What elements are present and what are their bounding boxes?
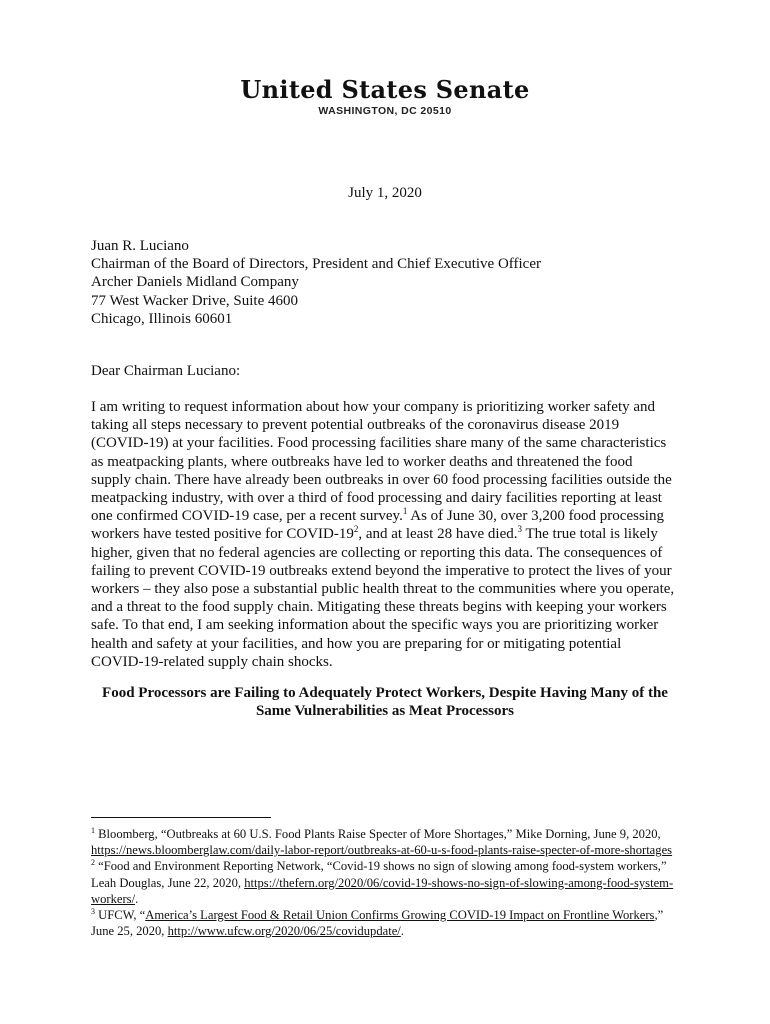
footnote-text: . bbox=[135, 891, 139, 906]
recipient-name: Juan R. Luciano bbox=[91, 238, 189, 254]
letterhead-title: United States Senate bbox=[240, 75, 530, 104]
body-paragraph bbox=[91, 398, 691, 671]
section-heading-line: Food Processors are Failing to Adequately Protect Workers, Despite Having Many of the bbox=[102, 685, 668, 701]
footnote-ref-1[interactable]: 1 bbox=[402, 506, 408, 517]
body-text: The true total is likely bbox=[521, 526, 658, 543]
body-line: higher, given that no federal agencies are collecting or reporting this data. The consequences of bbox=[91, 544, 663, 561]
footnote-text: Leah Douglas, June 22, 2020, bbox=[91, 875, 245, 890]
body-line: I am writing to request information about how your company is prioritizing worker safety and bbox=[91, 399, 656, 415]
body-text: one confirmed COVID-19 case, per a recent survey. bbox=[91, 508, 403, 525]
recipient-address bbox=[91, 237, 541, 328]
letterhead-subtitle: WASHINGTON, DC 20510 bbox=[318, 105, 452, 117]
body-text: As of June 30, over 3,200 food processing bbox=[407, 508, 664, 525]
body-line: (COVID-19) at your facilities. Food processing facilities share many of the same characteristics bbox=[91, 435, 667, 452]
recipient-city: Chicago, Illinois 60601 bbox=[91, 310, 233, 327]
recipient-street: 77 West Wacker Drive, Suite 4600 bbox=[91, 292, 298, 309]
body-line bbox=[91, 525, 691, 543]
footnote-2-link[interactable]: https://thefern.org/2020/06/covid-19-shows-no-sign-of-slowing-among-food-system- bbox=[244, 875, 674, 890]
footnotes bbox=[91, 826, 691, 939]
footnote-number: 1 bbox=[91, 826, 95, 835]
footnote-3-link[interactable]: http://www.ufcw.org/2020/06/25/covidupdate/ bbox=[167, 924, 401, 939]
letter-date: July 1, 2020 bbox=[348, 185, 422, 201]
footnote-number: 3 bbox=[91, 907, 95, 917]
letterhead bbox=[0, 76, 770, 118]
footnote-text: ,” bbox=[654, 908, 664, 923]
body-line: supply chain. There have already been outbreaks in over 60 food processing facilities outside the bbox=[91, 471, 672, 488]
body-text: workers have tested positive for COVID-19 bbox=[91, 526, 354, 543]
footnote-divider bbox=[91, 817, 271, 818]
body-line: failing to prevent COVID-19 outbreaks extend beyond the imperative to protect the lives of your bbox=[91, 562, 672, 579]
footnote-text: “Food and Environment Reporting Network, “Covid-19 shows no sign of slowing among food-system workers,” bbox=[95, 859, 667, 874]
body-text: , and at least 28 have died. bbox=[358, 526, 518, 543]
footnote-1-link-line bbox=[91, 842, 691, 858]
section-heading bbox=[70, 684, 700, 720]
recipient-company: Archer Daniels Midland Company bbox=[91, 274, 299, 291]
footnote-number: 2 bbox=[91, 858, 95, 868]
body-line bbox=[91, 507, 691, 525]
footnote-text: UFCW, “ bbox=[95, 908, 146, 923]
salutation: Dear Chairman Luciano: bbox=[91, 363, 241, 379]
footnote-2 bbox=[91, 858, 691, 874]
body-line: COVID-19-related supply chain shocks. bbox=[91, 653, 333, 670]
section-heading-line: Same Vulnerabilities as Meat Processors bbox=[255, 703, 515, 719]
footnote-3 bbox=[91, 907, 691, 923]
body-line: workers – they also pose a substantial public health threat to the communities where you operate, bbox=[91, 581, 675, 598]
footnote-text: Bloomberg, “Outbreaks at 60 U.S. Food Plants Raise Specter of More Shortages,” Mike Dorning, June 9, 2020, bbox=[95, 827, 661, 841]
footnote-text: June 25, 2020, bbox=[91, 924, 168, 939]
recipient-title: Chairman of the Board of Directors, President and Chief Executive Officer bbox=[91, 256, 541, 273]
footnote-2-line-2 bbox=[91, 875, 691, 891]
footnote-2-line-3 bbox=[91, 891, 691, 907]
footnote-ref-2[interactable]: 2 bbox=[353, 524, 359, 535]
body-line: as meatpacking plants, where outbreaks have led to worker deaths and threatened the food bbox=[91, 453, 633, 470]
body-line: health and safety at your facilities, and how you are preparing for or mitigating potential bbox=[91, 635, 622, 652]
body-line: meatpacking industry, with over a third of food processing and dairy facilities reporting at least bbox=[91, 490, 662, 507]
footnote-text: . bbox=[400, 924, 404, 939]
body-line: and a threat to the food supply chain. Mitigating these threats begins with keeping your workers bbox=[91, 599, 667, 616]
footnote-3-line-2 bbox=[91, 923, 691, 939]
footnote-ref-3[interactable]: 3 bbox=[517, 524, 522, 535]
footnote-3-title-link[interactable]: America’s Largest Food & Retail Union Confirms Growing COVID-19 Impact on Frontline Workers bbox=[145, 908, 655, 923]
body-line: safe. To that end, I am seeking information about the specific ways you are prioritizing worker bbox=[91, 617, 659, 634]
footnote-2-link-cont[interactable]: workers/ bbox=[91, 891, 136, 906]
body-line: taking all steps necessary to prevent potential outbreaks of the coronavirus disease 2019 bbox=[91, 417, 620, 434]
footnote-1 bbox=[91, 826, 691, 842]
footnote-1-link[interactable]: https://news.bloomberglaw.com/daily-labor-report/outbreaks-at-60-u-s-food-plants-raise-specter-of-more-shortages bbox=[91, 843, 673, 858]
